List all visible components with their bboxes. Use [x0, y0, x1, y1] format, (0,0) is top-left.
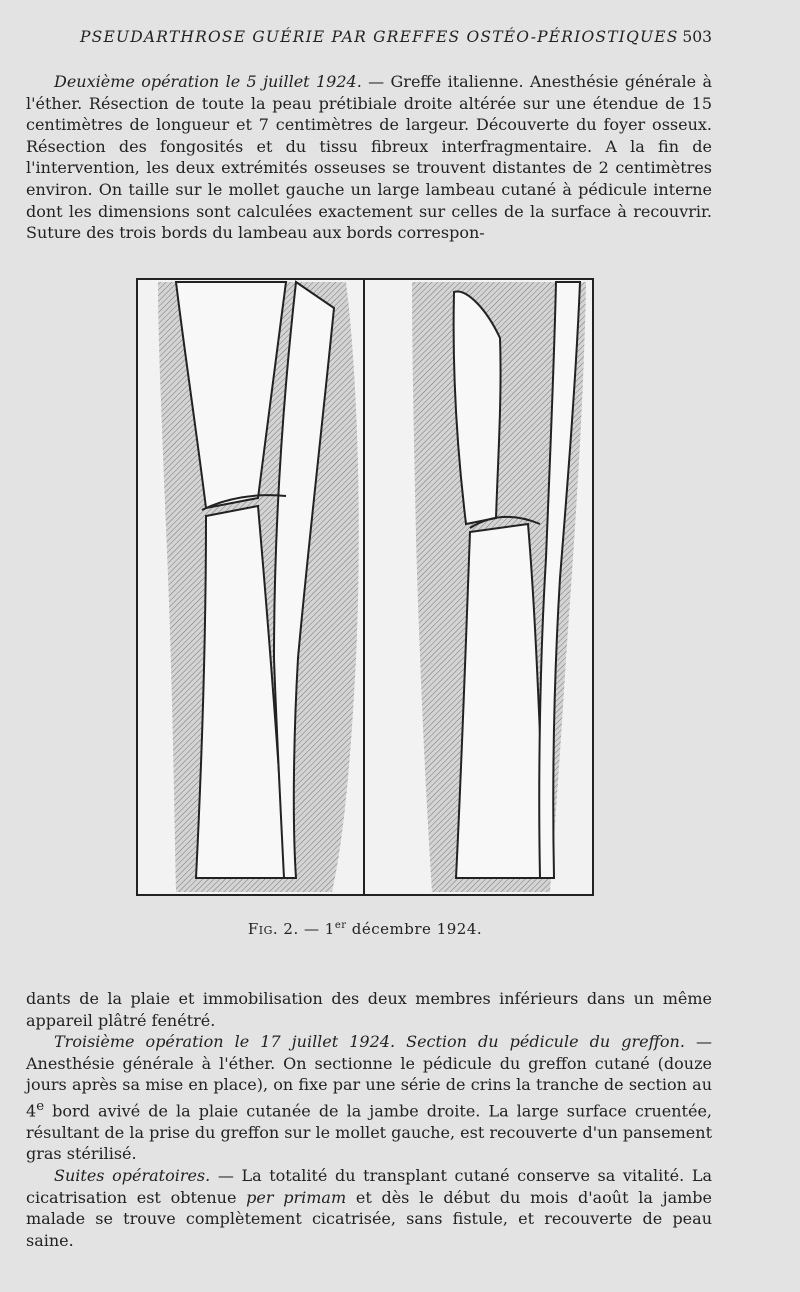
page-number: 503 — [682, 28, 712, 46]
text-block-top — [26, 71, 712, 244]
paragraph-suites-operatoires — [26, 1165, 712, 1251]
caption-pre: — 1 — [298, 920, 335, 938]
text-block-bottom — [26, 988, 712, 1251]
paragraph-body: dants de la plaie et immobilisation des deux membres inférieurs dans un même appareil plâtré fenétré. — [26, 989, 712, 1030]
paragraph-troisieme-operation — [26, 1031, 712, 1165]
caption-date: décembre 1924. — [346, 920, 483, 938]
paragraph-body: — Anesthésie générale à l'éther. On sectionne le pédicule du greffon cutané (douze jours après sa mise en place), on fixe par une série de crins la tranche de section au 4 — [26, 1032, 712, 1121]
paragraph-deuxieme-operation — [26, 71, 712, 244]
paragraph-continuation — [26, 988, 712, 1031]
paragraph-body: — Greffe italienne. Anesthésie générale à l'éther. Résection de toute la peau prétibiale droite altérée sur une étendue de 15 centimètres de longueur et 7 centimètres de largeur. Découverte du foyer osseux. Résection des fongosités et du tissu fibreux interfragmentaire. A la fin de l'intervention, les deux extrémités osseuses se trouvent distantes de 2 centimètres environ. On taille sur le mollet gauche un large lambeau cutané à pédicule interne dont les dimensions sont calculées exactement sur celles de la surface à recouvrir. Suture des trois bords du lambeau aux bords correspon- — [26, 72, 712, 243]
paragraph-body-2: bord avivé de la plaie cutanée de la jambe droite. La large surface cruentée, résultant de la prise du greffon sur le mollet gauche, est recouverte d'un pansement gras stérilisé. — [26, 1101, 712, 1164]
paragraph-body-2: et dès le début du mois d'août la jambe malade se trouve complètement cicatrisée, sans fistule, et recouverte de peau saine. — [26, 1187, 712, 1250]
ordinal-sup: e — [36, 1098, 45, 1114]
paragraph-lead: Troisième opération le 17 juillet 1924. Section du pédicule du greffon. — [54, 1032, 685, 1052]
paragraph-lead: Deuxième opération le 5 juillet 1924. — [54, 72, 362, 91]
latin-term: per primam — [246, 1187, 347, 1207]
figure-caption — [0, 920, 730, 938]
running-header — [80, 28, 712, 46]
radiograph-figure — [136, 278, 594, 896]
left-panel — [136, 278, 363, 896]
paragraph-lead: Suites opératoires. — [54, 1166, 211, 1186]
right-panel — [365, 278, 594, 896]
right-tibia-lower — [456, 524, 546, 878]
figure-label: Fig. 2. — [247, 920, 299, 938]
caption-sup: er — [334, 920, 347, 931]
running-title: PSEUDARTHROSE GUÉRIE PAR GREFFES OSTÉO-PÉRIOSTIQUES — [80, 28, 679, 46]
paragraph-body: — La totalité du transplant cutané conserve sa vitalité. La cicatrisation est obtenue — [26, 1166, 713, 1207]
